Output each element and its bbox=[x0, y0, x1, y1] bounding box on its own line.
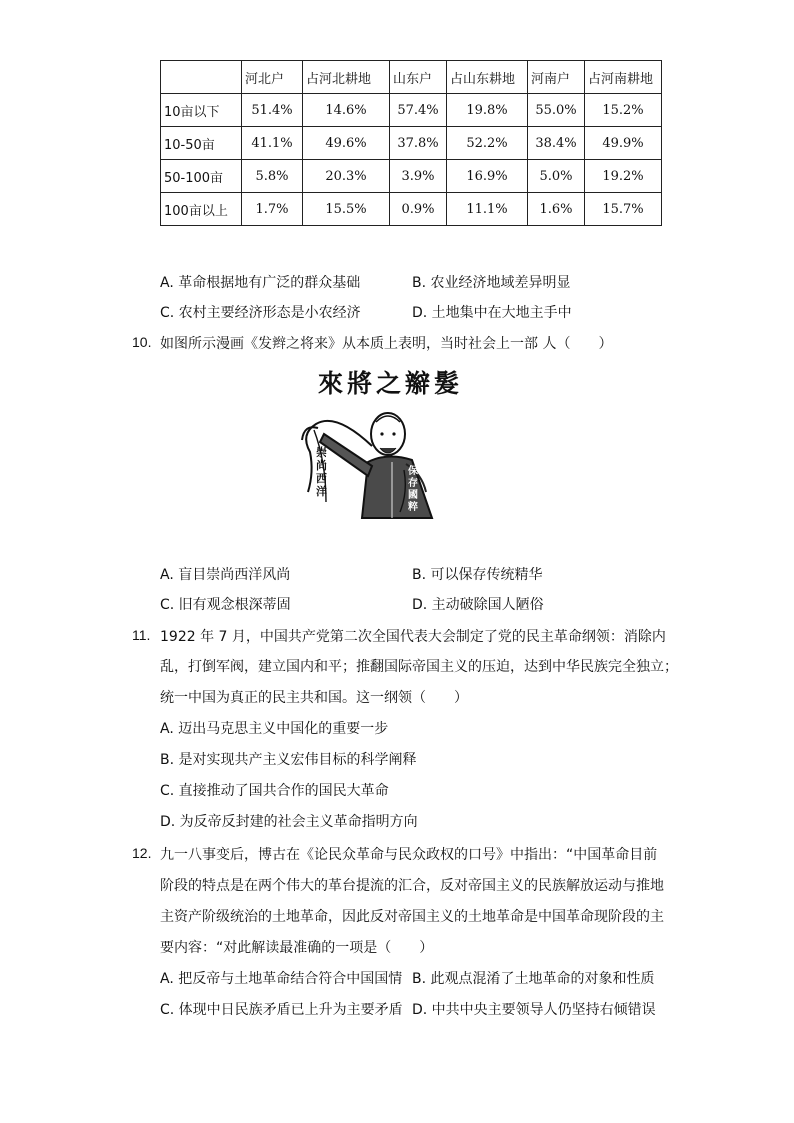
table-cell: 14.6% bbox=[303, 94, 390, 127]
table-cell: 5.8% bbox=[242, 160, 303, 193]
q11-number: 11. bbox=[132, 627, 151, 643]
table-cell: 49.9% bbox=[585, 127, 662, 160]
q11-option-c: C. 直接推动了国共合作的国民大革命 bbox=[160, 783, 389, 799]
q9-option-d: D. 土地集中在大地主手中 bbox=[412, 305, 572, 321]
q12-stem-line: 阶段的特点是在两个伟大的革台提流的汇合，反对帝国主义的民族解放运动与推地 bbox=[160, 878, 664, 894]
q12-stem-line: 九一八事变后，博古在《论民众革命与民众政权的口号》中指出：“中国革命目前 bbox=[160, 847, 658, 863]
q12-option-d: D. 中共中央主要领导人仍坚持右倾错误 bbox=[412, 1002, 656, 1018]
label-worship-western: 崇尚西洋 bbox=[316, 446, 327, 498]
q10-number: 10. bbox=[132, 334, 152, 350]
table-header-row bbox=[161, 61, 662, 94]
table-cell: 19.2% bbox=[585, 160, 662, 193]
label-preserve-tradition: 保存國粹 bbox=[408, 466, 418, 513]
table-header-cell: 河北户 bbox=[242, 61, 303, 94]
table-cell: 51.4% bbox=[242, 94, 303, 127]
q11-option-b: B. 是对实现共产主义宏伟目标的科学阐释 bbox=[160, 752, 417, 768]
row-label: 100亩以上 bbox=[161, 193, 242, 226]
q11-stem-line: 乱，打倒军阀，建立国内和平；推翻国际帝国主义的压迫，达到中华民族完全独立； bbox=[160, 659, 678, 675]
table-cell: 19.8% bbox=[447, 94, 528, 127]
q9-option-a: A. 革命根据地有广泛的群众基础 bbox=[160, 275, 361, 291]
table-cell: 1.6% bbox=[528, 193, 585, 226]
queue-cartoon bbox=[296, 362, 490, 520]
table-cell: 41.1% bbox=[242, 127, 303, 160]
q11-stem-line: 1922 年 7 月，中国共产党第二次全国代表大会制定了党的民主革命纲领：消除内 bbox=[160, 629, 666, 645]
table-header-cell: 占河南耕地 bbox=[585, 61, 662, 94]
table-header-cell bbox=[161, 61, 242, 94]
q11-option-d: D. 为反帝反封建的社会主义革命指明方向 bbox=[160, 814, 418, 830]
q11-option-a: A. 迈出马克思主义中国化的重要一步 bbox=[160, 721, 389, 737]
table-header-cell: 河南户 bbox=[528, 61, 585, 94]
q12-stem-line: 主资产阶级统治的土地革命，因此反对帝国主义的土地革命是中国革命现阶段的主 bbox=[160, 909, 664, 925]
table-cell: 0.9% bbox=[390, 193, 447, 226]
table-cell: 15.7% bbox=[585, 193, 662, 226]
q10-option-c: C. 旧有观念根深蒂固 bbox=[160, 597, 291, 613]
table-cell: 57.4% bbox=[390, 94, 447, 127]
q10-option-b: B. 可以保存传统精华 bbox=[412, 567, 543, 583]
q12-option-b: B. 此观点混淆了土地革命的对象和性质 bbox=[412, 971, 655, 987]
q12-stem-line: 要内容：“对此解读最准确的一项是（ ） bbox=[160, 940, 434, 956]
table-cell: 55.0% bbox=[528, 94, 585, 127]
row-label: 10亩以下 bbox=[161, 94, 242, 127]
table-cell: 37.8% bbox=[390, 127, 447, 160]
table-header-cell: 占河北耕地 bbox=[303, 61, 390, 94]
q11-stem-line: 统一中国为真正的民主共和国。这一纲领（ ） bbox=[160, 690, 468, 706]
q10-option-d: D. 主动破除国人陋俗 bbox=[412, 597, 544, 613]
table-cell: 49.6% bbox=[303, 127, 390, 160]
row-label: 50-100亩 bbox=[161, 160, 242, 193]
table-header-cell: 占山东耕地 bbox=[447, 61, 528, 94]
table-cell: 3.9% bbox=[390, 160, 447, 193]
table-row bbox=[161, 160, 662, 193]
row-label: 10-50亩 bbox=[161, 127, 242, 160]
table-cell: 1.7% bbox=[242, 193, 303, 226]
q10-option-a: A. 盲目崇尚西洋风尚 bbox=[160, 567, 291, 583]
table-cell: 16.9% bbox=[447, 160, 528, 193]
table-row bbox=[161, 127, 662, 160]
table-cell: 20.3% bbox=[303, 160, 390, 193]
land-distribution-table bbox=[160, 60, 662, 226]
table-cell: 38.4% bbox=[528, 127, 585, 160]
q12-option-c: C. 体现中日民族矛盾已上升为主要矛盾 bbox=[160, 1002, 403, 1018]
table-cell: 15.2% bbox=[585, 94, 662, 127]
table-cell: 15.5% bbox=[303, 193, 390, 226]
table-row bbox=[161, 193, 662, 226]
q12-number: 12. bbox=[132, 845, 152, 861]
table-row bbox=[161, 94, 662, 127]
table-cell: 5.0% bbox=[528, 160, 585, 193]
table-cell: 11.1% bbox=[447, 193, 528, 226]
q10-stem: 如图所示漫画《发辫之将来》从本质上表明，当时社会上一部 人（ ） bbox=[160, 336, 613, 352]
table-cell: 52.2% bbox=[447, 127, 528, 160]
table-header-cell: 山东户 bbox=[390, 61, 447, 94]
cartoon-title: 來將之辮髮 bbox=[318, 369, 464, 398]
q9-option-b: B. 农业经济地域差异明显 bbox=[412, 275, 571, 291]
q9-option-c: C. 农村主要经济形态是小农经济 bbox=[160, 305, 361, 321]
q12-option-a: A. 把反帝与土地革命结合符合中国国情 bbox=[160, 971, 403, 987]
